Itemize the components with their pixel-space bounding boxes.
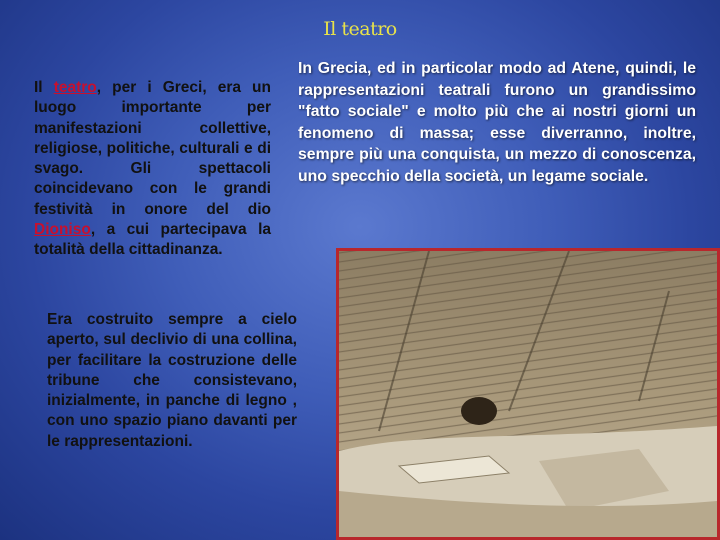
link-dioniso[interactable]: Dioniso <box>34 221 91 239</box>
paragraph-athens: In Grecia, ed in particolar modo ad Atene, quindi, le rappresentazioni teatrali furono un grandissimo "fatto sociale" e molto più che ai nostri giorni un fenomeno di massa; esse diverranno, inoltre, sempre più una conquista, un mezzo di conoscenza, uno specchio della società, un legame sociale. <box>298 60 696 185</box>
link-teatro[interactable]: teatro <box>53 79 97 96</box>
slide-title: Il teatro <box>323 18 397 40</box>
text-segment: , a cui partecipava la totalità della cittadinanza. <box>34 221 271 259</box>
paragraph-intro <box>34 78 271 261</box>
theatre-ruins-image <box>339 251 717 537</box>
theatre-ruins-photo <box>336 248 720 540</box>
text-segment: Il <box>34 79 54 96</box>
paragraph-construction: Era costruito sempre a cielo aperto, sul declivio di una collina, per facilitare la costruzione delle tribune che consistevano, inizialmente, in panche di legno , con uno spazio piano davanti per le rappresentazioni. <box>47 311 297 450</box>
text-segment: , per i Greci, era un luogo importante per manifestazioni collettive, religiose, politiche, culturali e di svago. Gli spettacoli coincidevano con le grandi festività in onore del dio <box>34 79 271 218</box>
